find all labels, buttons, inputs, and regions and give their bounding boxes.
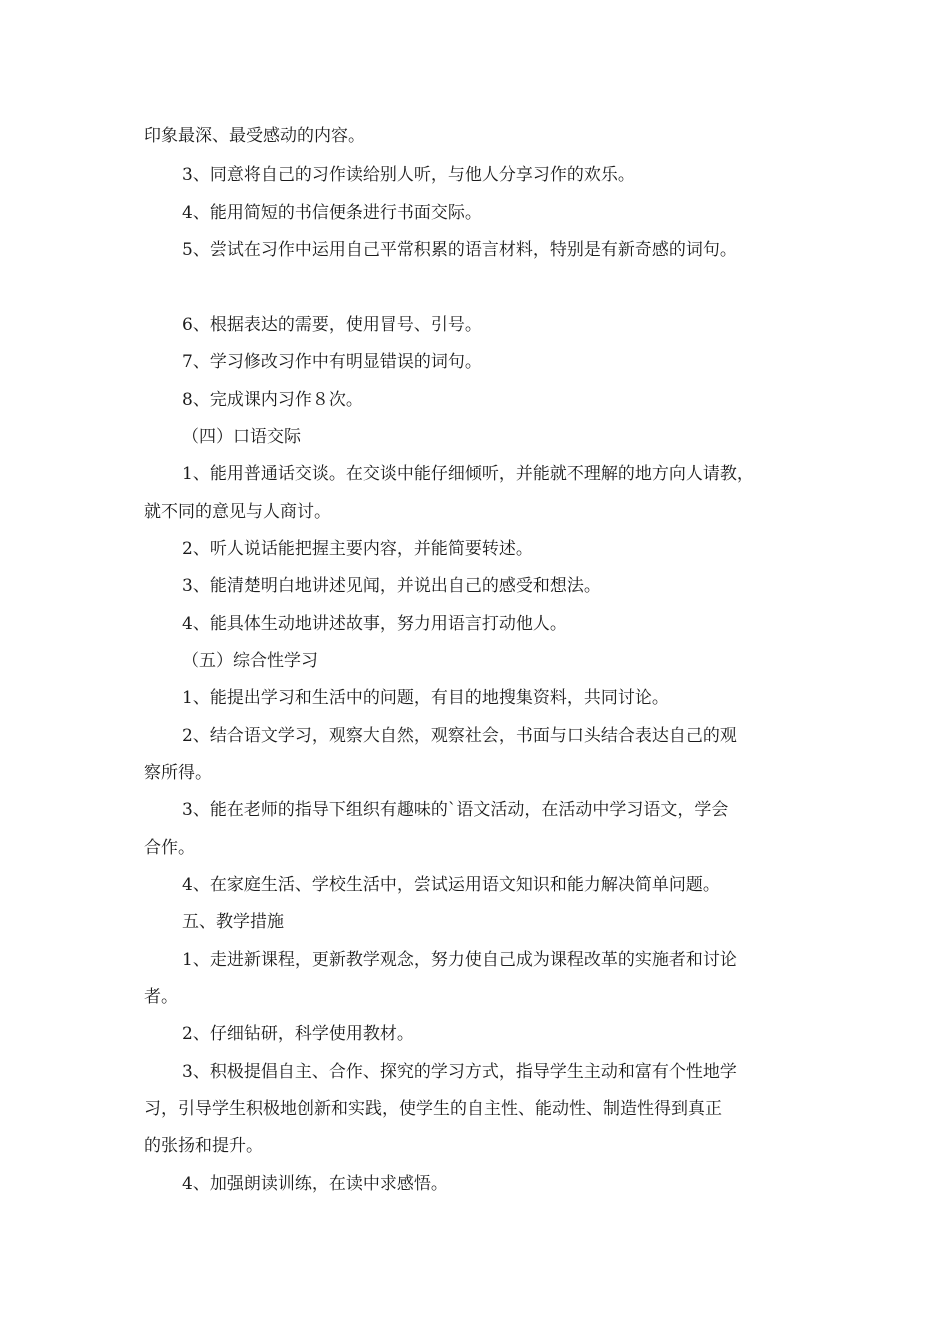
text-line: 合作。 [144, 838, 195, 858]
text-line: 2、仔细钻研，科学使用教材。 [182, 1024, 414, 1044]
text-line: 3、能在老师的指导下组织有趣味的`语文活动，在活动中学习语文，学会 [182, 800, 729, 820]
text-line: 印象最深、最受感动的内容。 [144, 126, 365, 146]
text-line: 者。 [144, 987, 178, 1007]
text-line: 1、能用普通话交谈。在交谈中能仔细倾听，并能就不理解的地方向人请教， [182, 464, 754, 484]
text-line: 3、同意将自己的习作读给别人听，与他人分享习作的欢乐。 [182, 165, 635, 185]
section-heading: 五、教学措施 [182, 912, 284, 932]
text-line: 1、能提出学习和生活中的问题，有目的地搜集资料，共同讨论。 [182, 688, 669, 708]
text-line: 8、完成课内习作８次。 [182, 390, 363, 410]
text-line: 6、根据表达的需要，使用冒号、引号。 [182, 315, 482, 335]
text-line: 就不同的意见与人商讨。 [144, 502, 331, 522]
text-line: 的张扬和提升。 [144, 1136, 263, 1156]
text-line: 3、能清楚明白地讲述见闻，并说出自己的感受和想法。 [182, 576, 601, 596]
text-line: 4、加强朗读训练，在读中求感悟。 [182, 1174, 448, 1194]
text-line: 3、积极提倡自主、合作、探究的学习方式，指导学生主动和富有个性地学 [182, 1062, 737, 1082]
text-line: 习，引导学生积极地创新和实践，使学生的自主性、能动性、制造性得到真正 [144, 1099, 722, 1119]
text-line: 2、听人说话能把握主要内容，并能简要转述。 [182, 539, 533, 559]
text-line: 5、尝试在习作中运用自己平常积累的语言材料，特别是有新奇感的词句。 [182, 240, 737, 260]
text-line: 2、结合语文学习，观察大自然，观察社会，书面与口头结合表达自己的观 [182, 726, 737, 746]
text-line: 7、学习修改习作中有明显错误的词句。 [182, 352, 482, 372]
text-line: 1、走进新课程，更新教学观念，努力使自己成为课程改革的实施者和讨论 [182, 950, 737, 970]
text-line: 4、在家庭生活、学校生活中，尝试运用语文知识和能力解决简单问题。 [182, 875, 720, 895]
text-line: 察所得。 [144, 763, 212, 783]
section-heading: （四）口语交际 [182, 427, 301, 447]
text-line: 4、能用简短的书信便条进行书面交际。 [182, 203, 482, 223]
section-heading: （五）综合性学习 [182, 651, 318, 671]
text-line: 4、能具体生动地讲述故事，努力用语言打动他人。 [182, 614, 567, 634]
